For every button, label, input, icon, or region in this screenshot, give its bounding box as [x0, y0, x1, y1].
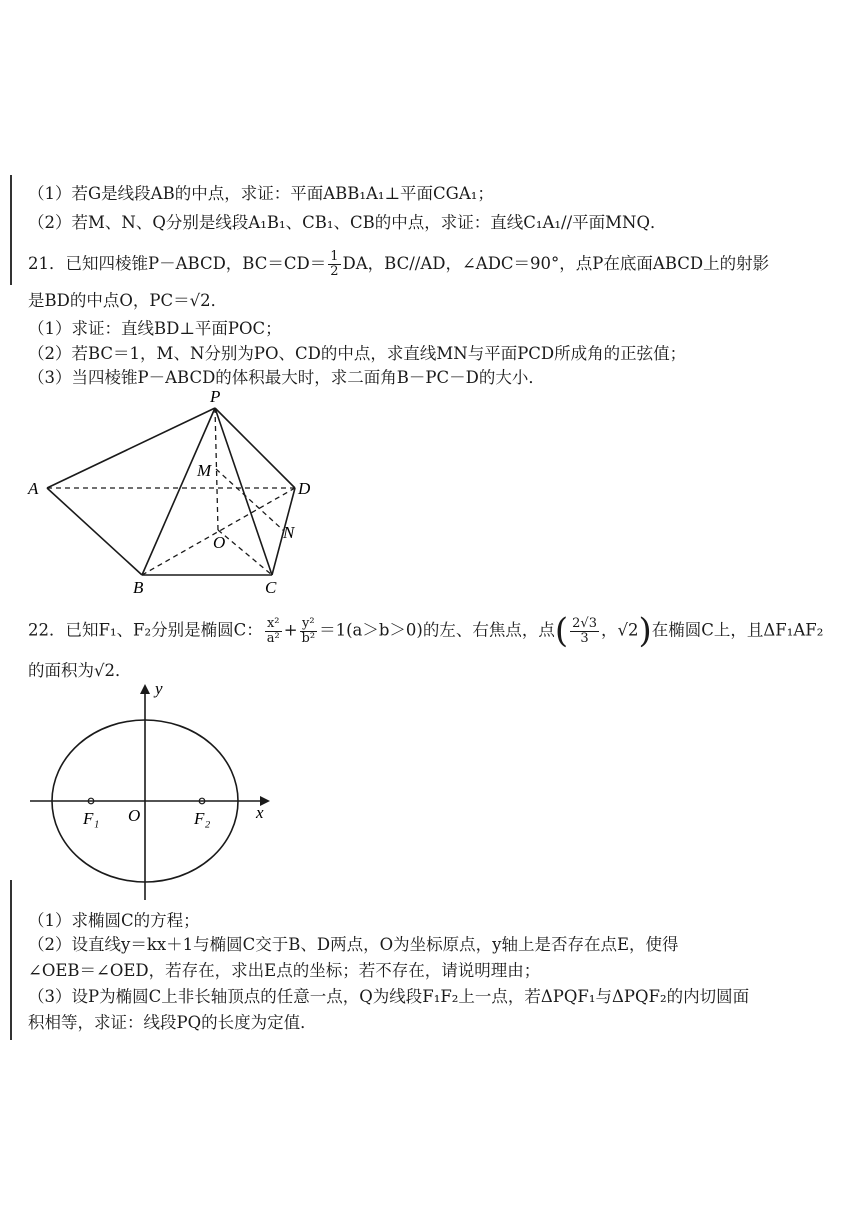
- q22-frac-x: $\frac{\text{x²}}{\text{a²}}$: [266, 615, 280, 646]
- label-P: P: [210, 387, 221, 406]
- ellipse-figure: [20, 680, 280, 905]
- margin-bar-top: [10, 175, 12, 285]
- q21-part3: （3）当四棱锥P－ABCD的体积最大时，求二面角B－PC－D的大小．: [28, 368, 545, 387]
- q22-statement-line2: 的面积为√2．: [28, 661, 132, 680]
- q21-statement-line1: [28, 250, 769, 279]
- q22-part3-line2: 积相等，求证：线段PQ的长度为定值．: [28, 1013, 317, 1032]
- q22-eq-tail: ＝1(a＞b＞0)的左、右焦点，点: [319, 620, 555, 640]
- label-F1: F₁: [83, 809, 100, 828]
- axis-label-y: y: [155, 680, 163, 698]
- paren-close: ): [638, 611, 652, 651]
- q22-part1: （1）求椭圆C的方程；: [28, 911, 200, 930]
- q21-fraction: $\frac{1}{2}$: [330, 249, 339, 279]
- q21-part1: （1）求证：直线BD⊥平面POC；: [28, 319, 282, 338]
- axis-label-x: x: [256, 803, 264, 822]
- q22-statement-line1: [28, 611, 824, 651]
- q21-line1-head: 21．已知四棱锥P－ABCD，BC＝CD＝: [28, 254, 327, 273]
- label-F2: F₂: [194, 809, 211, 828]
- q22-part2-line1: （2）设直线y＝kx＋1与椭圆C交于B、D两点，O为坐标原点，y轴上是否存在点E，使得: [28, 935, 679, 954]
- q22-line1-head: 22．已知F₁、F₂分别是椭圆C：: [28, 620, 263, 640]
- q22-line1-end: 在椭圆C上，且ΔF₁AF₂: [651, 620, 824, 640]
- q20-part1: （1）若G是线段AB的中点，求证：平面ABB₁A₁⊥平面CGA₁；: [28, 184, 494, 203]
- q22-frac-y: $\frac{\text{y²}}{\text{b²}}$: [301, 615, 316, 646]
- label-A: A: [28, 479, 39, 498]
- q22-part3-line1: （3）设P为椭圆C上非长轴顶点的任意一点，Q为线段F₁F₂上一点，若ΔPQF₁与ΔPQF₂的内切圆面: [28, 987, 750, 1006]
- label-origin-O: O: [128, 806, 141, 825]
- q22-plus: +: [283, 620, 298, 640]
- q20-part2: （2）若M、N、Q分别是线段A₁B₁、CB₁、CB的中点，求证：直线C₁A₁//平面MNQ．: [28, 213, 667, 232]
- label-O: O: [213, 533, 226, 552]
- pyramid-figure: [20, 385, 320, 600]
- label-M: M: [197, 461, 212, 480]
- label-B: B: [133, 578, 144, 597]
- paren-open: (: [554, 611, 569, 651]
- q22-point-tail: ，√2: [600, 620, 639, 640]
- label-D: D: [298, 479, 311, 498]
- q21-part2: （2）若BC＝1，M、N分别为PO、CD的中点，求直线MN与平面PCD所成角的正弦值；: [28, 344, 687, 363]
- q21-statement-line2: 是BD的中点O，PC＝√2．: [28, 291, 228, 310]
- q22-point-frac: $\frac{2√3}{3}$: [572, 615, 597, 646]
- q22-part2-line2: ∠OEB＝∠OED，若存在，求出E点的坐标；若不存在，请说明理由；: [28, 961, 541, 980]
- margin-bar-bottom: [10, 880, 12, 1040]
- label-N: N: [283, 523, 295, 542]
- label-C: C: [265, 578, 277, 597]
- q21-line1-tail: DA，BC//AD，∠ADC＝90°，点P在底面ABCD上的射影: [342, 254, 770, 273]
